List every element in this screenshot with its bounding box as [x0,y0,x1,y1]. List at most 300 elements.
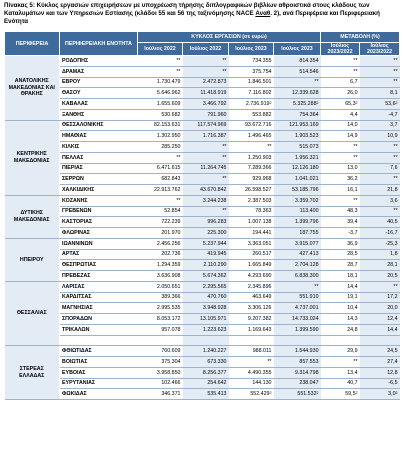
value-cell [321,249,360,260]
value-text: 551.532 [297,391,317,398]
value-text: 113.400 [299,208,319,215]
value-text: 5.674.362 [202,272,227,279]
value-cell [229,99,274,110]
value-cell [229,238,274,249]
value-cell [360,378,400,389]
value-cell [183,56,229,67]
value-cell [138,185,183,196]
value-cell [360,314,400,325]
value-text: 515.073 [299,143,319,150]
value-cell [138,228,183,239]
region-cell: ΣΤΕΡΕΑΣ ΕΛΛΑΔΑΣ [5,346,60,400]
value-cell [321,66,360,77]
value-cell [321,260,360,271]
value-text: 535.413 [207,391,227,398]
unit-cell: ΜΑΓΝΗΣΙΑΣ [60,303,138,314]
unit-cell: ΚΟΖΑΝΗΣ [60,195,138,206]
value-cell [229,324,274,335]
value-cell [138,163,183,174]
value-cell [360,271,400,282]
value-text: 1.903.523 [294,133,319,140]
value-cell [183,152,229,163]
table-row [5,303,400,314]
value-text: 22.913.762 [153,186,181,193]
region-cell: ΗΠΕΙΡΟΥ [5,238,60,281]
value-cell [138,314,183,325]
value-cell [183,185,229,196]
value-cell [274,77,321,88]
value-cell [183,228,229,239]
value-cell [274,260,321,271]
value-text: 10,9 [387,133,398,140]
unit-cell: ΙΩΑΝΝΙΝΩΝ [60,238,138,249]
value-cell [138,56,183,67]
value-cell [321,174,360,185]
value-text: 389.366 [161,294,181,301]
value-cell [321,217,360,228]
value-cell [360,109,400,120]
value-cell [138,271,183,282]
value-cell [360,66,400,77]
value-cell [321,99,360,110]
table-row [5,206,400,217]
value-cell [274,228,321,239]
value-text: 1.294.359 [156,262,181,269]
value-cell [274,142,321,153]
value-cell [138,77,183,88]
value-text: 13,0 [347,165,358,172]
table-row [5,335,400,346]
value-text: 40,5 [387,219,398,226]
value-cell [360,217,400,228]
value-cell [229,228,274,239]
value-text: 40,7 [347,380,358,387]
value-cell [321,228,360,239]
value-cell [360,174,400,185]
value-cell [360,88,400,99]
table-row [5,152,400,163]
value-cell [183,314,229,325]
value-cell [274,292,321,303]
value-cell [321,88,360,99]
value-text: 1.496.465 [247,133,272,140]
unit-cell [60,335,138,346]
unit-cell: ΠΙΕΡΙΑΣ [60,163,138,174]
value-text: 144.130 [252,380,272,387]
value-text: 201.970 [161,229,181,236]
footnote-mark: 2 [395,100,398,105]
value-text: 4.737.001 [294,305,319,312]
value-text: 28,7 [347,262,358,269]
value-cell [274,163,321,174]
value-cell [274,174,321,185]
value-cell [229,77,274,88]
table-row [5,174,400,185]
value-cell [138,260,183,271]
value-text: 29,9 [347,348,358,355]
value-text: 260.517 [252,251,272,258]
value-text: ** [222,68,227,75]
value-cell [183,142,229,153]
value-text: 117.574.969 [197,122,227,129]
value-cell [229,120,274,131]
unit-cell: ΚΑΣΤΟΡΙΑΣ [60,217,138,228]
value-text: 24,8 [347,326,358,333]
footnote-mark: 2 [269,100,272,105]
value-text: 3.244.238 [202,197,227,204]
table-row [5,238,400,249]
value-cell [321,185,360,196]
value-cell [229,335,274,346]
value-text: 8.053.172 [156,315,181,322]
value-cell [360,206,400,217]
value-text: 553.882 [252,111,272,118]
value-text: ** [393,143,398,150]
value-text: 43.670.842 [199,186,227,193]
value-cell [274,88,321,99]
value-cell [183,281,229,292]
value-cell [138,88,183,99]
value-cell [138,142,183,153]
value-text: -25,3 [385,240,398,247]
value-cell [360,357,400,368]
table-row [5,88,400,99]
value-text: ** [267,358,272,365]
footnote-mark: 2 [395,391,398,396]
value-text: 2.110.290 [203,262,227,269]
value-text: 14,9 [347,133,358,140]
value-text: ** [222,57,227,64]
region-cell: ΘΕΣΣΑΛΙΑΣ [5,281,60,346]
value-cell [274,99,321,110]
value-text: 14,3 [347,315,358,322]
value-text: 12.339.628 [292,90,319,97]
value-text: 4.293.690 [247,272,272,279]
value-cell [229,303,274,314]
value-text: 375.754 [252,68,272,75]
value-text: 1.655.609 [156,100,181,107]
value-cell [321,281,360,292]
value-text: 1.302.950 [156,133,181,140]
table-row [5,56,400,67]
value-text: 2.995.535 [156,305,181,312]
value-cell [321,292,360,303]
value-text: 419.945 [207,251,227,258]
value-cell [138,357,183,368]
value-cell [274,303,321,314]
value-text: 53,6 [385,100,396,107]
value-text: 11.264.745 [200,165,227,172]
unit-cell: ΧΑΛΚΙΔΙΚΗΣ [60,185,138,196]
value-text: 673.330 [207,358,227,365]
value-cell [321,163,360,174]
value-text: 78.363 [255,208,272,215]
value-cell [274,378,321,389]
value-text: 65,3 [345,100,356,107]
value-text: 20,0 [387,305,398,312]
value-cell [183,324,229,335]
region-cell: ΚΕΝΤΡΙΚΗΣ ΜΑΚΕΔΟΝΙΑΣ [5,120,60,195]
value-text: 4,4 [350,111,358,118]
header-period: Ιούλιος 2022 [183,43,229,56]
value-text: ** [353,68,358,75]
value-text: 2.736.919 [245,100,270,107]
value-cell [229,389,274,400]
value-cell [229,163,274,174]
header-turnover-group: ΚΥΚΛΟΣ ΕΡΓΑΣΙΩΝ (σε ευρώ) [138,32,321,43]
value-text: 3.958.850 [156,369,181,376]
value-cell [274,152,321,163]
caption-underlined: Αναθ [255,10,271,17]
value-text: 1.665.849 [247,262,272,269]
value-text: 187.755 [299,229,319,236]
value-text: 682.843 [161,176,181,183]
value-text: 2.456.256 [156,240,181,247]
value-cell [183,335,229,346]
value-text: 14,4 [387,326,398,333]
value-cell [138,131,183,142]
value-cell [183,174,229,185]
value-text: ** [222,154,227,161]
value-cell [183,260,229,271]
value-text: 857.553 [299,358,319,365]
value-cell [321,314,360,325]
table-row [5,324,400,335]
table-row [5,271,400,282]
header-unit: ΠΕΡΙΦΕΡΕΙΑΚΗ ΕΝΟΤΗΤΑ [60,32,138,56]
value-cell [360,163,400,174]
unit-cell: ΣΕΡΡΩΝ [60,174,138,185]
value-cell [274,185,321,196]
value-cell [229,56,274,67]
value-cell [229,152,274,163]
value-cell [229,174,274,185]
value-text: 8,1 [390,90,398,97]
value-cell [229,185,274,196]
value-cell [274,271,321,282]
value-text: 3,6 [390,197,398,204]
value-cell [360,335,400,346]
value-text: 791.960 [207,111,227,118]
value-cell [360,303,400,314]
value-cell [321,131,360,142]
value-text: 7.116.802 [248,90,272,97]
header-change-group: ΜΕΤΑΒΟΛΗ (%) [321,32,400,43]
value-text: 82.153.631 [153,122,181,129]
value-text: 5.237.944 [202,240,227,247]
value-text: ** [176,57,181,64]
value-text: 194.441 [252,229,272,236]
value-cell [229,346,274,357]
value-cell [274,195,321,206]
value-cell [321,238,360,249]
value-text: 36,9 [347,240,358,247]
value-cell [138,109,183,120]
value-text: 1.544.930 [294,348,319,355]
value-cell [274,66,321,77]
value-text: 9.314.798 [294,369,319,376]
value-text: 814.354 [299,57,319,64]
value-cell [183,88,229,99]
value-text: 1.007.138 [247,219,272,226]
value-cell [360,142,400,153]
value-text: 7,6 [390,165,398,172]
value-cell [183,77,229,88]
table-row [5,228,400,239]
unit-cell: ΗΜΑΘΙΑΣ [60,131,138,142]
value-cell [321,357,360,368]
value-cell [360,228,400,239]
table-row [5,314,400,325]
value-cell [183,163,229,174]
value-cell [321,77,360,88]
table-row [5,260,400,271]
unit-cell: ΦΘΙΩΤΙΔΑΣ [60,346,138,357]
value-cell [274,335,321,346]
value-text: 957.078 [161,326,181,333]
value-cell [138,389,183,400]
value-cell [321,389,360,400]
table-row [5,66,400,77]
table-row [5,120,400,131]
value-cell [138,206,183,217]
unit-cell: ΠΡΕΒΕΖΑΣ [60,271,138,282]
footnote-mark: 2 [316,100,319,105]
value-cell [183,346,229,357]
value-cell [138,292,183,303]
value-cell [183,217,229,228]
value-cell [274,109,321,120]
value-text: 5.325.288 [292,100,317,107]
value-cell [183,249,229,260]
value-cell [229,109,274,120]
value-cell [360,249,400,260]
value-cell [274,120,321,131]
value-cell [321,303,360,314]
value-cell [229,195,274,206]
footnote-mark: 2 [355,391,358,396]
value-text: 21,8 [387,186,398,193]
value-cell [229,249,274,260]
caption-text: Κύκλος εργασιών επιχειρήσεων με υποχρέωση τήρησης διπλογραφικών βιβλίων αθροιστικά στους κλάδους των Καταλυμάτων και των Υπηρεσιών Εστίασης (κλάδοι 55 και 56 της ταξινόμησης NACE [4,2,370,17]
value-cell [274,314,321,325]
unit-cell: ΚΑΡΔΙΤΣΑΣ [60,292,138,303]
value-cell [360,346,400,357]
value-cell [274,206,321,217]
value-text: ** [314,79,319,86]
value-text: 470.760 [207,294,227,301]
value-cell [229,142,274,153]
value-cell [274,367,321,378]
value-text: 734.355 [252,57,272,64]
value-cell [138,378,183,389]
unit-cell: ΕΥΒΟΙΑΣ [60,367,138,378]
value-cell [183,206,229,217]
value-cell [360,195,400,206]
value-text: -6,5 [388,380,398,387]
value-text: ** [393,176,398,183]
table-row [5,163,400,174]
value-text: 1.730.479 [156,79,181,86]
table-caption [4,2,399,26]
value-text: 3.363.051 [247,240,272,247]
value-text: 1.041.021 [294,176,319,183]
value-cell [138,303,183,314]
value-cell [360,389,400,400]
value-text: 6.838.300 [294,272,319,279]
unit-cell: ΔΡΑΜΑΣ [60,66,138,77]
value-cell [229,217,274,228]
value-text: 18,1 [347,272,358,279]
value-cell [229,260,274,271]
value-text: 2.472.873 [202,79,227,86]
value-cell [360,56,400,67]
value-text: 463.649 [252,294,272,301]
value-cell [321,142,360,153]
value-cell [229,131,274,142]
table-row [5,389,400,400]
value-text: 1.169.643 [247,326,272,333]
unit-cell: ΦΩΚΙΔΑΣ [60,389,138,400]
value-text: 59,5 [345,391,356,398]
value-cell [274,56,321,67]
value-text: ** [393,154,398,161]
value-cell [183,66,229,77]
value-cell [360,238,400,249]
value-text: 3.359.702 [294,197,319,204]
value-text: 3.636.908 [156,272,181,279]
header-period: Ιούλιος 2023 [229,43,274,56]
value-text: 17,2 [387,294,398,301]
value-cell [321,120,360,131]
value-text: 11.418.919 [200,90,227,97]
value-text: ** [222,208,227,215]
value-cell [321,56,360,67]
unit-cell: ΞΑΝΘΗΣ [60,109,138,120]
header-period: Ιούλιος 2022 [138,43,183,56]
unit-cell: ΘΑΣΟΥ [60,88,138,99]
value-cell [274,217,321,228]
value-text: 27,4 [387,358,398,365]
value-text: 722.239 [161,219,181,226]
value-text: 1.399.590 [294,326,319,333]
footnote-mark: 2 [316,391,319,396]
table-row [5,142,400,153]
value-text: 1.250.903 [247,154,272,161]
value-text: ** [393,68,398,75]
value-text: ** [222,176,227,183]
table-row [5,367,400,378]
value-text: 552.429 [250,391,270,398]
value-text: 53.185.796 [292,186,319,193]
value-cell [229,88,274,99]
value-text: 1.846.501 [247,79,272,86]
value-cell [138,217,183,228]
value-cell [183,389,229,400]
unit-cell: ΘΕΣΠΡΩΤΙΑΣ [60,260,138,271]
unit-cell: ΦΛΩΡΙΝΑΣ [60,228,138,239]
footnote-mark: 2 [269,391,272,396]
value-text: 24,5 [387,348,398,355]
value-cell [183,99,229,110]
value-cell [138,195,183,206]
value-text: 10,4 [347,305,358,312]
value-text: 13.105.971 [199,315,227,322]
value-cell [321,109,360,120]
caption-prefix: Πίνακας 5: [4,2,35,9]
unit-cell: ΘΕΣΣΑΛΟΝΙΚΗΣ [60,120,138,131]
unit-cell: ΓΡΕΒΕΝΩΝ [60,206,138,217]
